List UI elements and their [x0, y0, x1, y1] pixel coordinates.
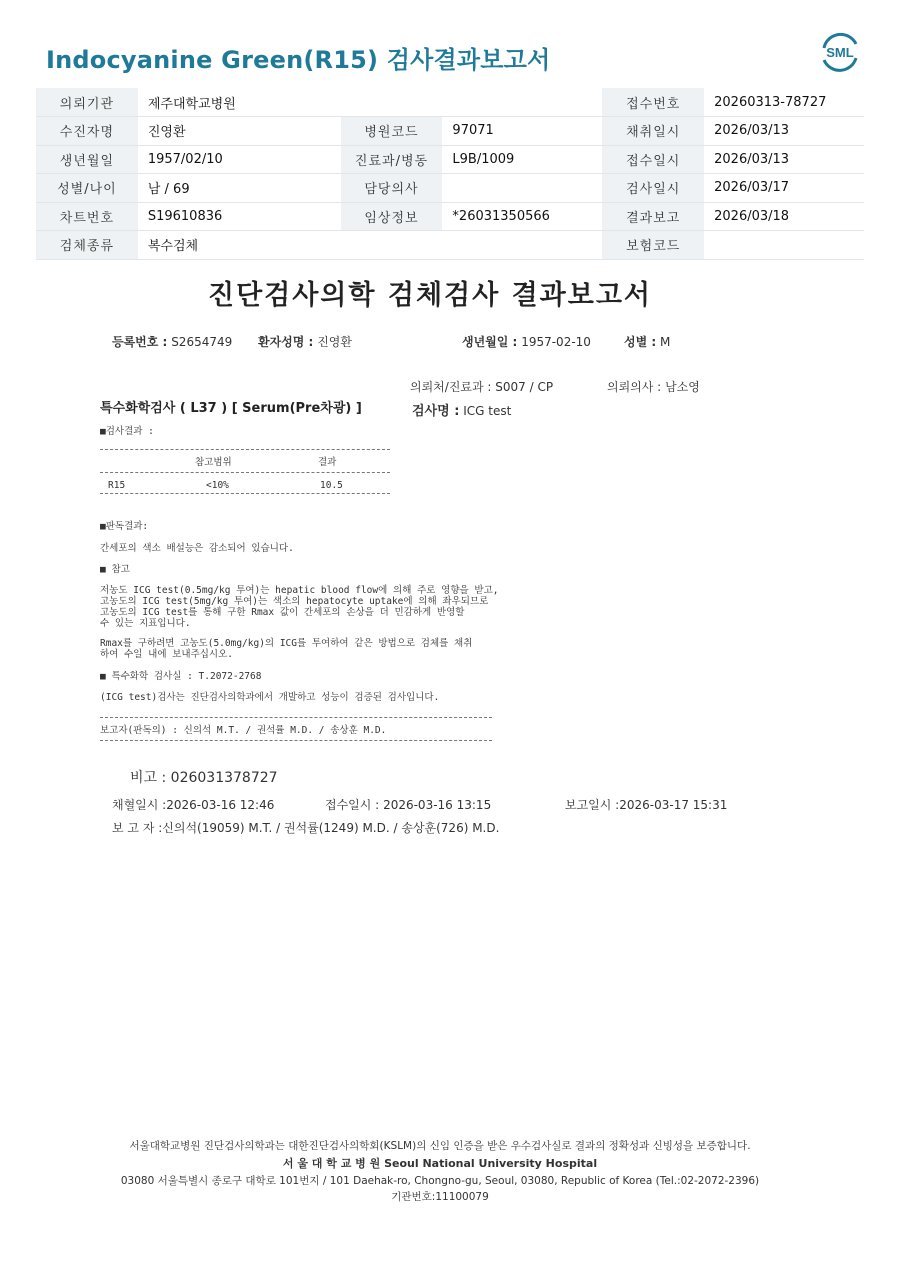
- info-value: L9B/1009: [442, 145, 602, 174]
- logo-text: SML: [826, 45, 854, 60]
- registration-number: 등록번호 : S2654749: [112, 335, 233, 349]
- info-value: 2026/03/13: [704, 117, 864, 146]
- info-label: 의뢰기관: [36, 88, 138, 117]
- referring-dept: 의뢰처/진료과 : S007 / CP: [410, 380, 554, 394]
- info-value: 2026/03/13: [704, 145, 864, 174]
- info-empty-cell: [442, 88, 602, 117]
- info-label: 채취일시: [602, 117, 704, 146]
- reporter-line: 보고자(판독의) : 신의석 M.T. / 권석률 M.D. / 송상훈 M.D.: [100, 725, 387, 736]
- info-label: 접수일시: [602, 145, 704, 174]
- divider: [100, 717, 492, 718]
- info-label: 성별/나이: [36, 174, 138, 203]
- note-line-3: 고농도의 ICG test를 통해 구한 Rmax 값이 간세포의 손상을 더 민감하게 반영할: [100, 607, 465, 618]
- lab-contact: ■ 특수화학 검사실 : T.2072-2768: [100, 671, 262, 682]
- info-row: [36, 202, 864, 231]
- footer-address: 03080 서울특별시 종로구 대학로 101번지 / 101 Daehak-ro, Chongno-gu, Seoul, 03080, Republic of Korea (Tel.:02-2072-2396): [120, 1175, 760, 1187]
- col-result: 결과: [318, 457, 337, 468]
- info-label: 접수번호: [602, 88, 704, 117]
- info-label: 담당의사: [341, 174, 443, 203]
- divider: [100, 472, 390, 473]
- info-label: 검체종류: [36, 231, 138, 260]
- info-label: 진료과/병동: [341, 145, 443, 174]
- sml-logo: [818, 30, 862, 74]
- sex: 성별 : M: [624, 335, 671, 349]
- interpretation-heading: ■판독결과:: [100, 521, 149, 532]
- info-label: 보험코드: [602, 231, 704, 260]
- col-ref-range: 참고범위: [195, 457, 232, 468]
- note-line-4: 수 있는 지표입니다.: [100, 618, 191, 629]
- info-value: 97071: [442, 117, 602, 146]
- info-row: [36, 145, 864, 174]
- divider: [100, 740, 492, 741]
- info-label: 생년월일: [36, 145, 138, 174]
- info-row: [36, 88, 864, 117]
- test-section-title: 특수화학검사 ( L37 ) [ Serum(Pre차광) ]: [100, 401, 362, 416]
- info-value: 제주대학교병원: [138, 88, 341, 117]
- info-label: 검사일시: [602, 174, 704, 203]
- rmax-line-1: Rmax를 구하려면 고농도(5.0mg/kg)의 ICG를 투여하여 같은 방법으로 검체를 채취: [100, 638, 473, 649]
- info-label: 병원코드: [341, 117, 443, 146]
- info-value: 20260313-78727: [704, 88, 864, 117]
- info-label: 수진자명: [36, 117, 138, 146]
- note-line-1: 저농도 ICG test(0.5mg/kg 투여)는 hepatic blood flow에 의해 주로 영향을 받고,: [100, 585, 499, 596]
- info-row: [36, 174, 864, 203]
- info-value: 1957/02/10: [138, 145, 341, 174]
- info-value: [704, 231, 864, 260]
- patient-name: 환자성명 : 진영환: [258, 335, 352, 349]
- info-value: 남 / 69: [138, 174, 341, 203]
- patient-info-table: [36, 88, 864, 260]
- report-datetime: 보고일시 :2026-03-17 15:31: [565, 798, 728, 812]
- result-name: R15: [108, 480, 126, 491]
- divider: [100, 449, 390, 450]
- note-line-2: 고농도의 ICG test(5mg/kg 투여)는 색소의 hepatocyte uptake에 의해 좌우되므로: [100, 596, 489, 607]
- info-value: [442, 174, 602, 203]
- info-value: 2026/03/17: [704, 174, 864, 203]
- info-empty-cell: [341, 88, 443, 117]
- info-empty-cell: [442, 231, 602, 260]
- footer-institution-number: 기관번호:11100079: [391, 1191, 489, 1203]
- info-value: 복수검체: [138, 231, 341, 260]
- info-value: 진영환: [138, 117, 341, 146]
- remark: 비고 : 026031378727: [130, 770, 278, 786]
- result-ref: <10%: [206, 480, 229, 491]
- collection-datetime: 채혈일시 :2026-03-16 12:46: [112, 798, 275, 812]
- info-value: *26031350566: [442, 202, 602, 231]
- birth-date: 생년월일 : 1957-02-10: [462, 335, 591, 349]
- referring-doctor: 의뢰의사 : 남소영: [607, 380, 700, 394]
- footer-certification: 서울대학교병원 진단검사의학과는 대한진단검사의학회(KSLM)의 신임 인증을 받은 우수검사실로 결과의 정확성과 신빙성을 보증합니다.: [129, 1140, 751, 1152]
- footer-hospital-name: 서 울 대 학 교 병 원 Seoul National University Hospital: [282, 1157, 598, 1170]
- info-label: 결과보고: [602, 202, 704, 231]
- report-header-title: Indocyanine Green(R15) 검사결과보고서: [46, 46, 551, 74]
- report-title: 진단검사의학 검체검사 결과보고서: [207, 280, 653, 311]
- info-empty-cell: [341, 231, 443, 260]
- reporters: 보 고 자 :신의석(19059) M.T. / 권석률(1249) M.D. / 송상훈(726) M.D.: [112, 821, 500, 835]
- result-value: 10.5: [320, 480, 343, 491]
- info-label: 임상정보: [341, 202, 443, 231]
- note-heading: ■ 참고: [100, 564, 130, 575]
- info-label: 차트번호: [36, 202, 138, 231]
- divider: [100, 493, 390, 494]
- info-row: [36, 117, 864, 146]
- result-heading: ■검사결과 :: [100, 426, 154, 437]
- rmax-line-2: 하여 수일 내에 보내주십시오.: [100, 649, 234, 660]
- info-value: S19610836: [138, 202, 341, 231]
- certification-line: (ICG test)검사는 진단검사의학과에서 개발하고 성능이 검증된 검사입니다.: [100, 692, 440, 703]
- info-value: 2026/03/18: [704, 202, 864, 231]
- interpretation-text: 간세포의 색소 배설능은 감소되어 있습니다.: [100, 543, 294, 554]
- receipt-datetime: 접수일시 : 2026-03-16 13:15: [325, 798, 492, 812]
- info-row: [36, 231, 864, 260]
- test-name: 검사명 : ICG test: [412, 404, 512, 419]
